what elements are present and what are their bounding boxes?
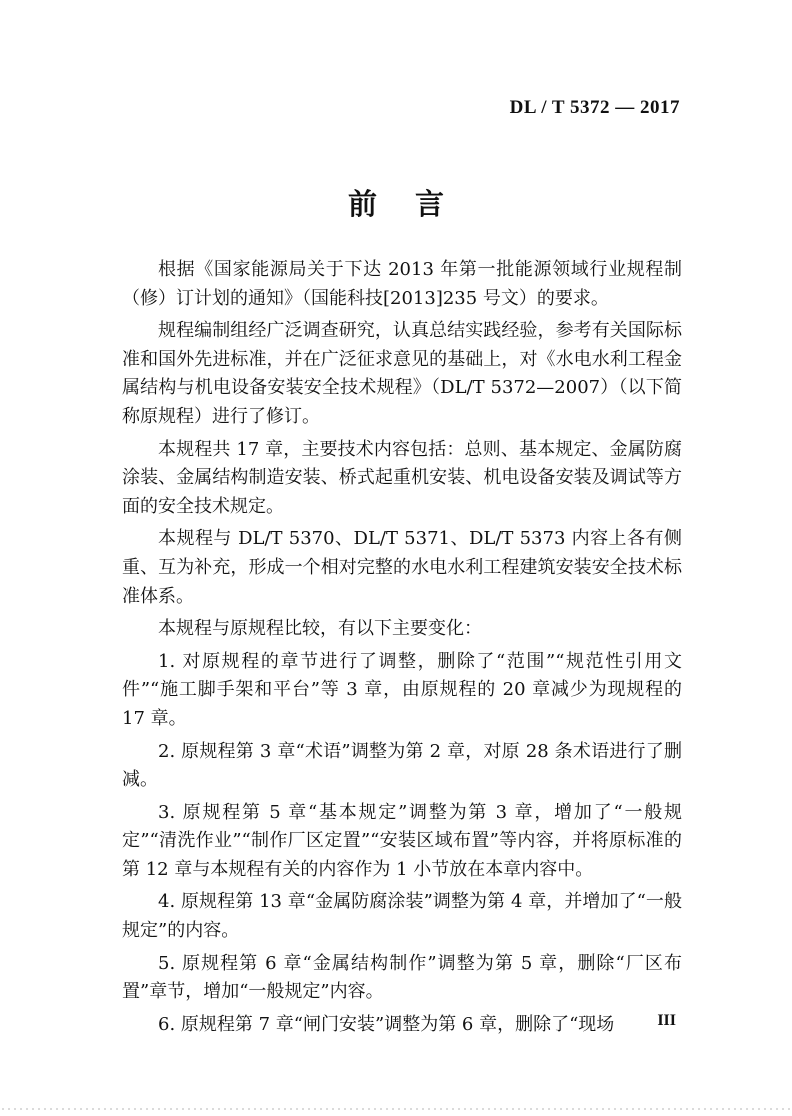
list-item: 6. 原规程第 7 章“闸门安装”调整为第 6 章，删除了“现场 <box>158 1013 615 1035</box>
list-item: 5. 原规程第 6 章“金属结构制作”调整为第 5 章，删除“厂区布置”章节，增加“一般规定”内容。 <box>122 952 682 1003</box>
page-edge-divider <box>0 1108 792 1110</box>
list-item: 3. 原规程第 5 章“基本规定”调整为第 3 章，增加了“一般规定”“清洗作业”“制作厂区定置”“安装区域布置”等内容，并将原标准的第 12 章与本规程有关的内容作为 1 小节放在本章内容中。 <box>122 801 682 880</box>
list-item: 1. 对原规程的章节进行了调整，删除了“范围”“规范性引用文件”“施工脚手架和平台”等 3 章，由原规程的 20 章减少为现规程的 17 章。 <box>122 650 682 729</box>
body-text <box>122 256 682 1043</box>
list-item: 2. 原规程第 3 章“术语”调整为第 2 章，对原 28 条术语进行了删减。 <box>122 740 682 791</box>
page-number: III <box>657 1012 676 1029</box>
paragraph: 根据《国家能源局关于下达 2013 年第一批能源领域行业规程制（修）订计划的通知》（国能科技[2013]235 号文）的要求。 <box>122 259 682 309</box>
paragraph: 本规程与 DL/T 5370、DL/T 5371、DL/T 5373 内容上各有侧重、互为补充，形成一个相对完整的水电水利工程建筑安装安全技术标准体系。 <box>122 528 682 607</box>
paragraph: 本规程与原规程比较，有以下主要变化： <box>158 618 482 640</box>
standard-code: DL / T 5372 — 2017 <box>509 97 680 118</box>
section-title: 前言 <box>347 187 482 221</box>
paragraph: 规程编制组经广泛调查研究，认真总结实践经验，参考有关国际标准和国外先进标准，并在广泛征求意见的基础上，对《水电水利工程金属结构与机电设备安装安全技术规程》（DL/T 5372—2007）（以下简称原规程）进行了修订。 <box>122 320 682 427</box>
paragraph: 本规程共 17 章，主要技术内容包括：总则、基本规定、金属防腐涂装、金属结构制造安装、桥式起重机安装、机电设备安装及调试等方面的安全技术规定。 <box>122 438 682 517</box>
list-item: 4. 原规程第 13 章“金属防腐涂装”调整为第 4 章，并增加了“一般规定”的内容。 <box>122 891 682 942</box>
